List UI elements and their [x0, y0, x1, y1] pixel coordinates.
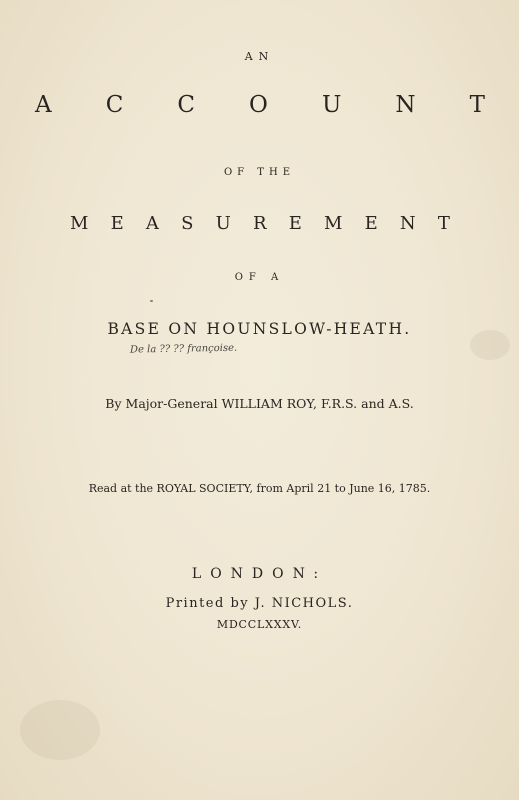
title-letter: M	[70, 213, 89, 234]
title-word-measurement	[70, 213, 450, 234]
title-letter: C	[177, 92, 195, 118]
title-letter: E	[364, 213, 378, 234]
foxing-mark	[20, 700, 100, 760]
title-letter: S	[181, 213, 194, 234]
title-word-of-a: OF A	[234, 272, 285, 283]
title-letter: E	[110, 213, 124, 234]
title-word-an: AN	[244, 50, 275, 63]
title-word-account	[35, 92, 485, 118]
title-letter: E	[288, 213, 302, 234]
title-letter: A	[35, 92, 52, 118]
imprint-printer: Printed by J. NICHOLS.	[165, 596, 354, 611]
title-letter: C	[105, 92, 124, 118]
title-letter: T	[437, 213, 450, 234]
title-letter: N	[399, 213, 416, 234]
imprint-place: LONDON:	[191, 566, 328, 582]
title-letter: U	[215, 213, 231, 234]
title-letter: M	[324, 213, 343, 234]
title-letter: O	[249, 92, 268, 118]
title-letter: N	[395, 92, 416, 118]
read-at-line: Read at the ROYAL SOCIETY, from April 21 to June 16, 1785.	[88, 482, 431, 495]
title-line-base: BASE ON HOUNSLOW-HEATH.	[107, 320, 412, 338]
title-letter: R	[252, 213, 267, 234]
title-letter: A	[145, 213, 159, 234]
ink-speck	[150, 300, 153, 302]
handwritten-annotation: De la ?? ?? françoise.	[129, 342, 238, 356]
title-letter: U	[321, 92, 342, 118]
title-letter: T	[469, 92, 485, 118]
author-line: By Major-General WILLIAM ROY, F.R.S. and A.S.	[105, 396, 414, 411]
title-word-of-the: OF THE	[223, 167, 295, 178]
imprint-date: MDCCLXXXV.	[216, 618, 303, 631]
